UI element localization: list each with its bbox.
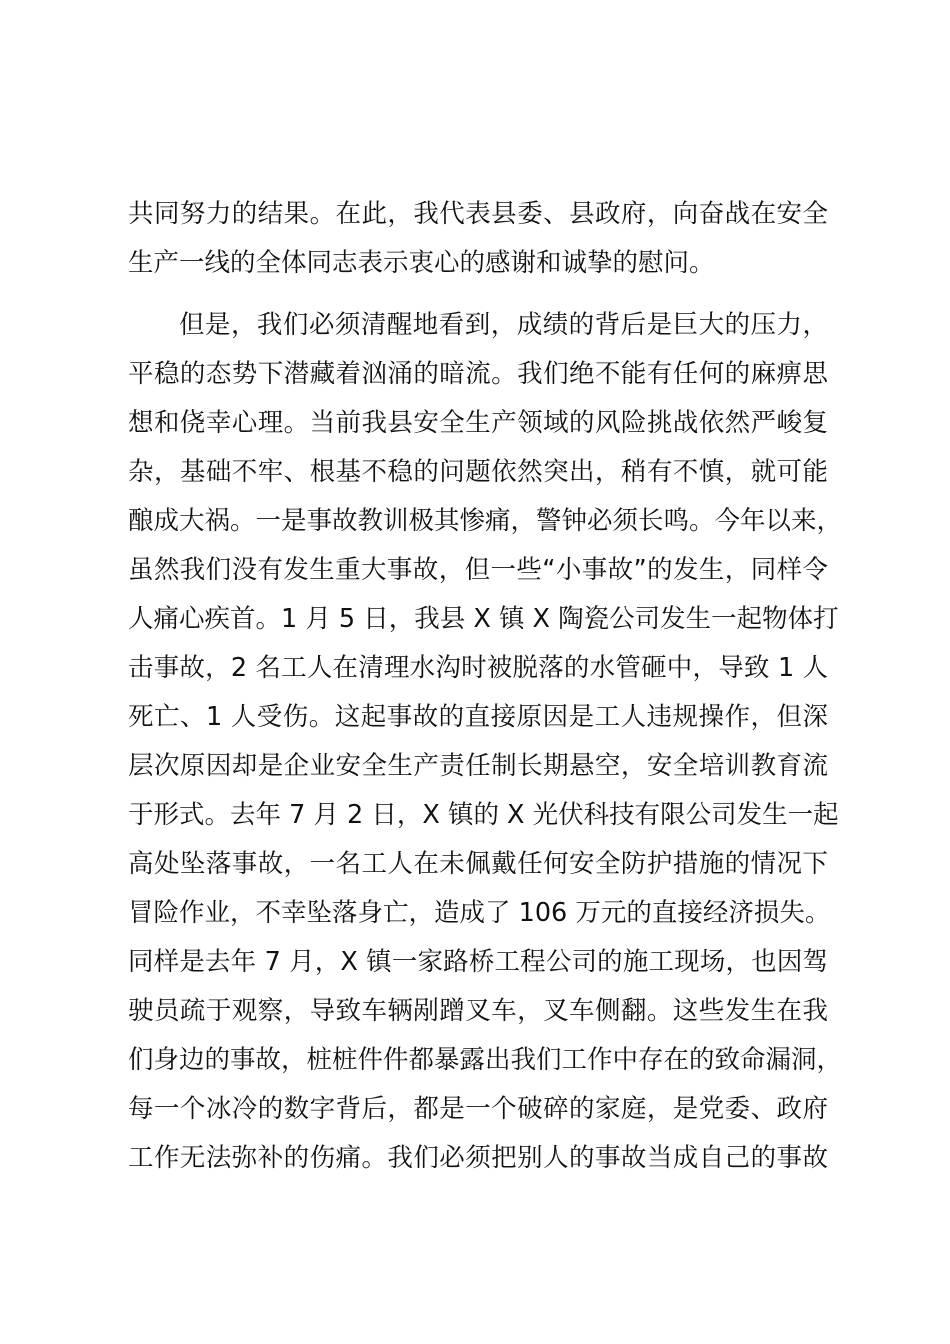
paragraph-line: 平稳的态势下潜藏着汹涌的暗流。我们绝不能有任何的麻痹思 bbox=[128, 359, 828, 389]
paragraph-line: 人痛心疾首。1 月 5 日，我县 X 镇 X 陶瓷公司发生一起物体打 bbox=[128, 604, 839, 634]
paragraph-line: 同样是去年 7 月，X 镇一家路桥工程公司的施工现场，也因驾 bbox=[128, 947, 828, 977]
paragraph-line: 高处坠落事故，一名工人在未佩戴任何安全防护措施的情况下 bbox=[128, 849, 828, 879]
paragraph-line: 于形式。去年 7 月 2 日，X 镇的 X 光伏科技有限公司发生一起 bbox=[128, 800, 839, 830]
paragraph-line: 冒险作业，不幸坠落身亡，造成了 106 万元的直接经济损失。 bbox=[128, 898, 831, 928]
paragraph-line: 死亡、1 人受伤。这起事故的直接原因是工人违规操作，但深 bbox=[128, 702, 828, 732]
paragraph-line: 层次原因却是企业安全生产责任制长期悬空，安全培训教育流 bbox=[128, 751, 828, 781]
paragraph-line: 虽然我们没有发生重大事故，但一些“小事故”的发生，同样令 bbox=[128, 555, 828, 585]
paragraph-line: 想和侥幸心理。当前我县安全生产领域的风险挑战依然严峻复 bbox=[128, 408, 828, 438]
paragraph-line: 生产一线的全体同志表示衷心的感谢和诚挚的慰问。 bbox=[128, 248, 715, 278]
paragraph-spacing bbox=[128, 288, 828, 301]
paragraph-line: 工作无法弥补的伤痛。我们必须把别人的事故当成自己的事故 bbox=[128, 1143, 828, 1173]
paragraph-line: 杂，基础不牢、根基不稳的问题依然突出，稍有不慎，就可能 bbox=[128, 457, 828, 487]
paragraph-line: 击事故，2 名工人在清理水沟时被脱落的水管砸中，导致 1 人 bbox=[128, 653, 828, 683]
paragraph-2 bbox=[128, 301, 843, 1183]
paragraph-line: 驶员疏于观察，导致车辆剐蹭叉车，叉车侧翻。这些发生在我 bbox=[128, 996, 828, 1026]
paragraph-1 bbox=[128, 190, 828, 288]
paragraph-line: 酿成大祸。一是事故教训极其惨痛，警钟必须长鸣。今年以来， bbox=[128, 506, 843, 536]
paragraph-line: 每一个冰冷的数字背后，都是一个破碎的家庭，是党委、政府 bbox=[128, 1094, 828, 1124]
paragraph-line: 但是，我们必须清醒地看到，成绩的背后是巨大的压力， bbox=[179, 310, 828, 340]
paragraph-line: 共同努力的结果。在此，我代表县委、县政府，向奋战在安全 bbox=[128, 199, 828, 229]
document-body bbox=[128, 190, 843, 1183]
paragraph-line: 们身边的事故，桩桩件件都暴露出我们工作中存在的致命漏洞， bbox=[128, 1045, 843, 1075]
